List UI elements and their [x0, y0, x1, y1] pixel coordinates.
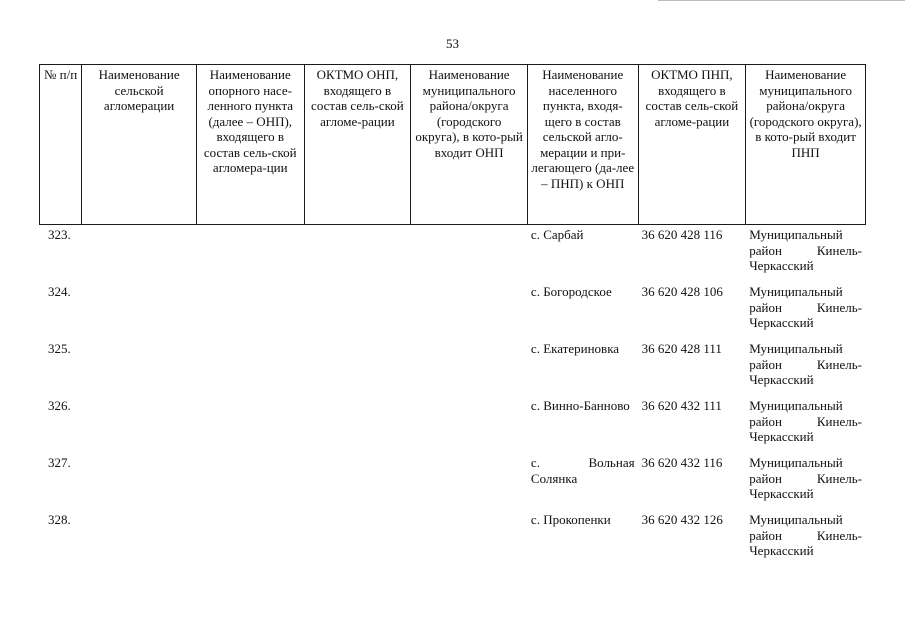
row-number: 324.: [48, 284, 71, 299]
pnp-name: с. Прокопенки: [530, 512, 611, 527]
pnp-oktmo: 36 620 428 106: [641, 284, 723, 299]
agglomeration-table: [39, 64, 866, 567]
row-number: 327.: [48, 455, 71, 470]
table-row: [40, 453, 866, 510]
row-number: 328.: [48, 512, 71, 527]
header-onp-name: Наименование опорного насе-ленного пункта (далее – ОНП), входящего в состав сель-ской агломера-ции: [196, 65, 304, 225]
pnp-name: с. Богородское: [530, 284, 612, 299]
pnp-oktmo: 36 620 428 116: [641, 227, 723, 242]
pnp-district: Муниципальный район Кинель-Черкасский: [749, 227, 862, 273]
table-row: [40, 510, 866, 567]
pnp-name: с. Вольная Солянка: [530, 455, 635, 486]
pnp-name: с. Сарбай: [530, 227, 584, 242]
pnp-oktmo: 36 620 428 111: [641, 341, 722, 356]
table-row: [40, 282, 866, 339]
header-pnp-name: Наименование населенного пункта, входя-щего в состав сельской агло-мерации и при-легающего (да-лее – ПНП) к ОНП: [527, 65, 638, 225]
table-row: [40, 396, 866, 453]
page-number: 53: [446, 36, 459, 51]
row-number: 323.: [48, 227, 71, 242]
pnp-name: с. Винно-Банново: [530, 398, 630, 413]
pnp-name: с. Екатериновка: [530, 341, 620, 356]
header-agglomeration-name: Наименование сельской агломерации: [82, 65, 197, 225]
pnp-district: Муниципальный район Кинель-Черкасский: [749, 284, 862, 330]
pnp-district: Муниципальный район Кинель-Черкасский: [749, 398, 862, 444]
pnp-oktmo: 36 620 432 126: [641, 512, 723, 527]
table-header-row: [40, 65, 866, 225]
scan-edge-line: [658, 0, 905, 1]
row-number: 325.: [48, 341, 71, 356]
header-onp-oktmo: ОКТМО ОНП, входящего в состав сель-ской агломе-рации: [304, 65, 411, 225]
table-row: [40, 339, 866, 396]
pnp-district: Муниципальный район Кинель-Черкасский: [749, 341, 862, 387]
header-onp-district: Наименование муниципального района/округа (городского округа), в кото-рый входит ОНП: [411, 65, 528, 225]
header-pnp-district: Наименование муниципального района/округа (городского округа), в кото-рый входит ПНП: [746, 65, 866, 225]
pnp-district: Муниципальный район Кинель-Черкасский: [749, 512, 862, 558]
row-number: 326.: [48, 398, 71, 413]
pnp-district: Муниципальный район Кинель-Черкасский: [749, 455, 862, 501]
pnp-oktmo: 36 620 432 111: [641, 398, 722, 413]
header-pnp-oktmo: ОКТМО ПНП, входящего в состав сель-ской агломе-рации: [638, 65, 746, 225]
table-row: [40, 225, 866, 283]
header-number: № п/п: [40, 65, 82, 225]
pnp-oktmo: 36 620 432 116: [641, 455, 723, 470]
